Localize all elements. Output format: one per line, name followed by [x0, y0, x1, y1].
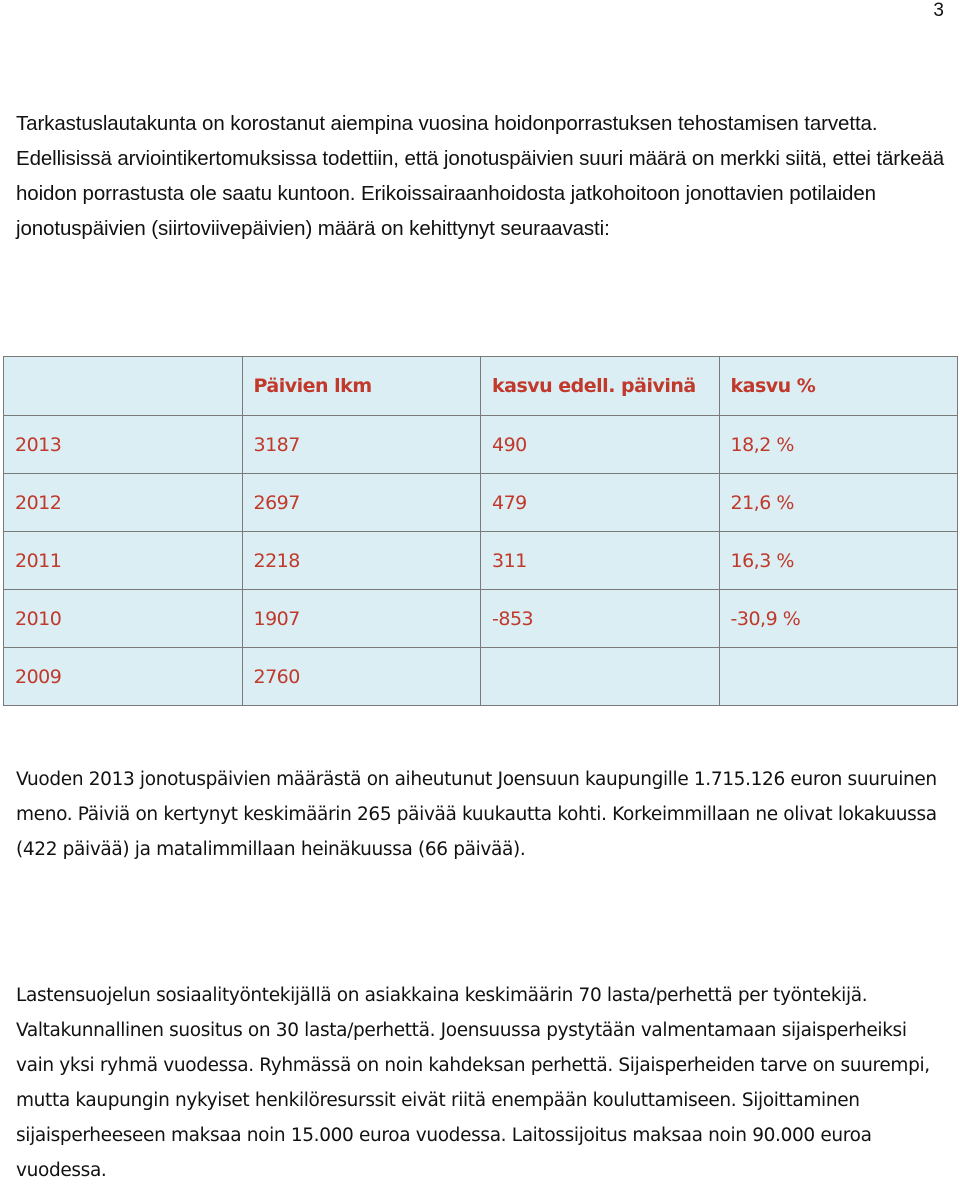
growth-percent-cell: 21,6 % [719, 474, 958, 532]
table-header-cell: Päivien lkm [242, 357, 481, 416]
intro-paragraph: Tarkastuslautakunta on korostanut aiempina vuosina hoidonporrastuksen tehostamisen tarvetta. Edellisissä arviointikertomuksissa todettiin, että jonotuspäivien suuri määrä on merkki siitä, ettei tärkeää hoidon porrastusta ole saatu kuntoon. Erikoissairaanhoidosta jatkohoitoon jonottavien potilaiden jonotuspäivien (siirtoviivepäivien) määrä on kehittynyt seuraavasti: [16, 112, 945, 240]
table-row [4, 590, 958, 648]
table-header-row [4, 357, 958, 416]
growth-days-cell: -853 [481, 590, 720, 648]
growth-days-cell: 311 [481, 532, 720, 590]
growth-days-cell: 490 [481, 416, 720, 474]
days-cell: 2697 [242, 474, 481, 532]
days-cell: 3187 [242, 416, 481, 474]
table-row [4, 474, 958, 532]
growth-days-cell: 479 [481, 474, 720, 532]
days-cell: 2218 [242, 532, 481, 590]
growth-percent-cell [719, 648, 958, 706]
page-number: 3 [933, 0, 944, 21]
table-row [4, 648, 958, 706]
year-cell: 2009 [4, 648, 243, 706]
days-cell: 1907 [242, 590, 481, 648]
cost-paragraph: Vuoden 2013 jonotuspäivien määrästä on aiheutunut Joensuun kaupungille 1.715.126 euron suuruinen meno. Päiviä on kertynyt keskimäärin 265 päivää kuukautta kohti. Korkeimmillaan ne olivat lokakuussa (422 päivää) ja matalimmillaan heinäkuussa (66 päivää). [16, 769, 937, 860]
table-header-cell: kasvu % [719, 357, 958, 416]
year-cell: 2012 [4, 474, 243, 532]
table-row [4, 532, 958, 590]
growth-percent-cell: 16,3 % [719, 532, 958, 590]
growth-days-cell [481, 648, 720, 706]
table-header-cell [4, 357, 243, 416]
waiting-days-table [3, 356, 958, 706]
table-header-cell: kasvu edell. päivinä [481, 357, 720, 416]
year-cell: 2013 [4, 416, 243, 474]
year-cell: 2011 [4, 532, 243, 590]
growth-percent-cell: 18,2 % [719, 416, 958, 474]
days-cell: 2760 [242, 648, 481, 706]
year-cell: 2010 [4, 590, 243, 648]
growth-percent-cell: -30,9 % [719, 590, 958, 648]
child-welfare-paragraph: Lastensuojelun sosiaalityöntekijällä on asiakkaina keskimäärin 70 lasta/perhettä per työntekijä. Valtakunnallinen suositus on 30 lasta/perhettä. Joensuussa pystytään valmentamaan sijaisperheiksi vain yksi ryhmä vuodessa. Ryhmässä on noin kahdeksan perhettä. Sijaisperheiden tarve on suurempi, mutta kaupungin nykyiset henkilöresurssit eivät riitä enempään kouluttamiseen. Sijoittaminen sijaisperheeseen maksaa noin 15.000 euroa vuodessa. Laitossijoitus maksaa noin 90.000 euroa vuodessa. [16, 985, 930, 1181]
table-row [4, 416, 958, 474]
